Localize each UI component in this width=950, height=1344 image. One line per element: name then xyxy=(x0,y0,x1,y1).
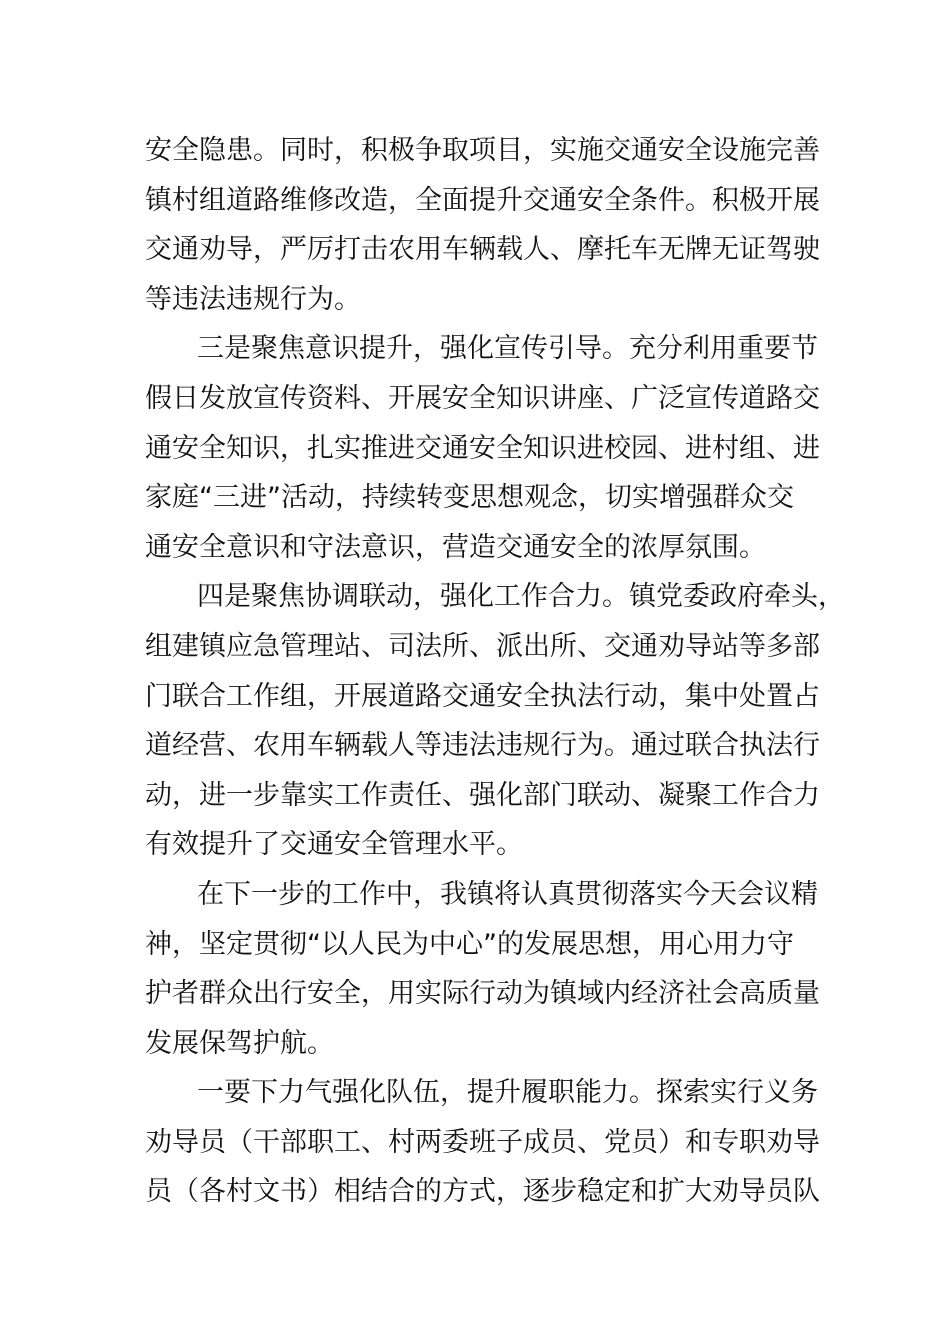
text-line: 护者群众出行安全，用实际行动为镇域内经济社会高质量 xyxy=(145,978,820,1010)
text-line: 员（各村文书）相结合的方式，逐步稳定和扩大劝导员队 xyxy=(145,1176,820,1208)
text-line: 通安全意识和守法意识，营造交通安全的浓厚氛围。 xyxy=(145,531,766,563)
document-body xyxy=(145,126,845,1217)
text-line: 通安全知识，扎实推进交通安全知识进校园、进村组、进 xyxy=(145,432,820,464)
text-line: 门联合工作组，开展道路交通安全执法行动，集中处置占 xyxy=(145,680,820,712)
text-line: 组建镇应急管理站、司法所、派出所、交通劝导站等多部 xyxy=(145,630,820,662)
text-line: 劝导员（干部职工、村两委班子成员、党员）和专职劝导 xyxy=(145,1126,820,1158)
text-line: 等违法违规行为。 xyxy=(145,283,361,315)
text-line: 神，坚定贯彻“以人民为中心”的发展思想，用心用力守 xyxy=(145,928,794,960)
text-line: 动，进一步靠实工作责任、强化部门联动、凝聚工作合力 xyxy=(145,779,820,811)
text-line: 镇村组道路维修改造，全面提升交通安全条件。积极开展 xyxy=(145,184,820,216)
paragraph-start-line: 四是聚焦协调联动，强化工作合力。镇党委政府牵头， xyxy=(197,581,845,613)
paragraph-start-line: 三是聚焦意识提升，强化宣传引导。充分利用重要节 xyxy=(197,333,818,365)
text-line: 道经营、农用车辆载人等违法违规行为。通过联合执法行 xyxy=(145,730,820,762)
text-line: 有效提升了交通安全管理水平。 xyxy=(145,829,523,861)
text-line: 假日发放宣传资料、开展安全知识讲座、广泛宣传道路交 xyxy=(145,382,820,414)
text-line: 安全隐患。同时，积极争取项目，实施交通安全设施完善 xyxy=(145,135,820,166)
paragraph-start-line: 一要下力气强化队伍，提升履职能力。探索实行义务 xyxy=(197,1077,818,1109)
text-line: 家庭“三进”活动，持续转变思想观念，切实增强群众交 xyxy=(145,482,794,514)
paragraph-start-line: 在下一步的工作中，我镇将认真贯彻落实今天会议精 xyxy=(197,878,818,910)
text-line: 发展保驾护航。 xyxy=(145,1027,334,1059)
text-line: 交通劝导，严厉打击农用车辆载人、摩托车无牌无证驾驶 xyxy=(145,234,820,266)
